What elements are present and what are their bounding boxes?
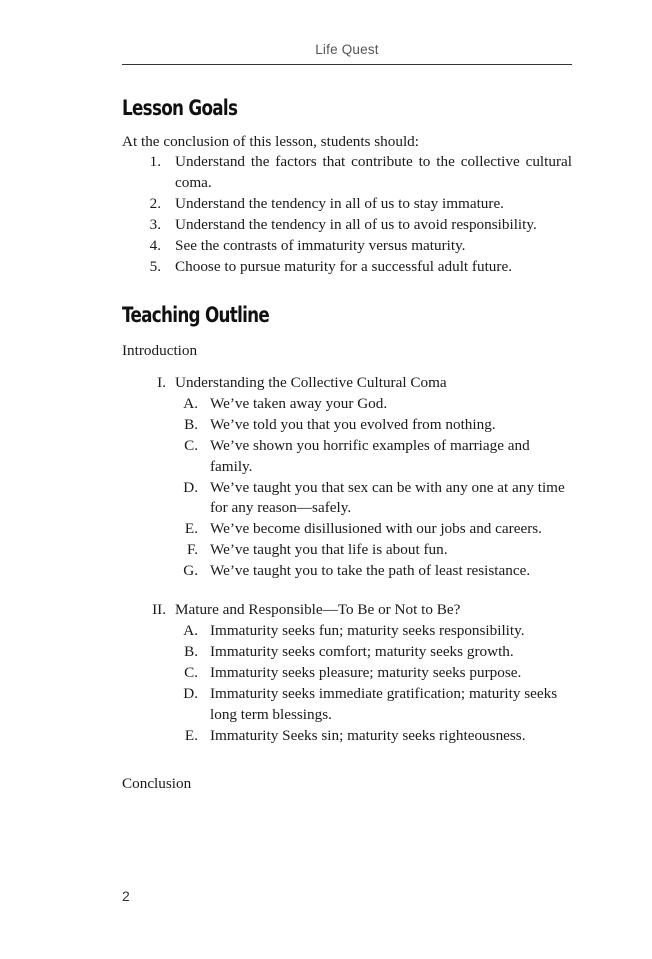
outline-point-marker: D. <box>183 684 198 702</box>
running-head: Life Quest <box>315 42 379 57</box>
outline-point-marker: A. <box>183 394 198 412</box>
teaching-outline-heading: Teaching Outline <box>122 303 270 327</box>
outline-point-text: We’ve told you that you evolved from nothing. <box>210 415 496 433</box>
outline-point <box>122 394 572 415</box>
lesson-goal-marker: 2. <box>149 194 161 212</box>
teaching-outline-list <box>122 373 572 746</box>
outline-point <box>122 726 572 747</box>
outline-point-list <box>122 621 572 746</box>
outline-point-text: Immaturity seeks immediate gratification; maturity seeks long term blessings. <box>210 684 558 723</box>
outline-point <box>122 519 572 540</box>
lesson-goal-marker: 1. <box>149 153 161 170</box>
outline-point <box>122 684 572 726</box>
outline-section-marker: I. <box>157 374 166 391</box>
outline-point <box>122 642 572 663</box>
lesson-goal-item <box>122 215 572 236</box>
outline-point <box>122 561 572 582</box>
outline-point-text: We’ve shown you horrific examples of marriage and family. <box>210 436 530 475</box>
outline-section-heading <box>122 600 572 621</box>
outline-point <box>122 415 572 436</box>
lesson-goals-heading: Lesson Goals <box>122 96 238 120</box>
outline-point-marker: G. <box>183 562 198 580</box>
outline-section-marker: II. <box>152 601 166 619</box>
lesson-goal-text: Choose to pursue maturity for a successful adult future. <box>175 257 512 275</box>
conclusion-label: Conclusion <box>122 775 192 792</box>
outline-point-marker: F. <box>186 541 198 559</box>
outline-point-text: We’ve become disillusioned with our jobs and careers. <box>210 520 542 538</box>
lesson-goal-item <box>122 152 572 194</box>
lesson-goals-list <box>122 152 572 277</box>
lesson-goal-text: Understand the tendency in all of us to avoid responsibility. <box>175 215 537 233</box>
outline-section-heading <box>122 373 572 394</box>
outline-point-marker: E. <box>184 726 198 744</box>
outline-point-text: We’ve taught you that sex can be with any one at any time for any reason—safely. <box>210 478 565 517</box>
lesson-goal-item <box>122 236 572 257</box>
lesson-goal-text: See the contrasts of immaturity versus maturity. <box>175 236 466 254</box>
outline-point-text: Immaturity seeks comfort; maturity seeks growth. <box>210 642 514 660</box>
lesson-goal-marker: 5. <box>149 257 161 275</box>
lesson-goal-marker: 3. <box>149 215 161 233</box>
lesson-goal-item <box>122 194 572 215</box>
outline-point <box>122 436 572 478</box>
lesson-goal-text: Understand the factors that contribute to the collective cultural coma. <box>175 153 572 191</box>
outline-point <box>122 540 572 561</box>
outline-point-marker: A. <box>183 621 198 639</box>
outline-point <box>122 663 572 684</box>
outline-point <box>122 621 572 642</box>
outline-point-text: Immaturity seeks fun; maturity seeks responsibility. <box>210 621 525 639</box>
outline-point-marker: E. <box>184 520 198 538</box>
header-rule <box>122 64 572 65</box>
outline-section <box>122 373 572 582</box>
outline-point-text: Immaturity seeks pleasure; maturity seeks purpose. <box>210 663 522 681</box>
outline-point-text: We’ve taken away your God. <box>210 394 388 412</box>
outline-section-title: Mature and Responsible—To Be or Not to Be? <box>175 601 461 619</box>
lesson-goal-item <box>122 257 572 278</box>
outline-point-marker: B. <box>184 642 198 660</box>
lesson-goal-marker: 4. <box>149 236 161 254</box>
outline-point-marker: D. <box>183 478 198 496</box>
page-number: 2 <box>122 888 130 904</box>
outline-point-marker: B. <box>184 415 198 433</box>
outline-section <box>122 600 572 746</box>
outline-point-marker: C. <box>184 663 198 681</box>
lesson-goal-text: Understand the tendency in all of us to stay immature. <box>175 194 504 212</box>
introduction-label: Introduction <box>122 342 198 359</box>
outline-section-title: Understanding the Collective Cultural Coma <box>175 374 447 391</box>
outline-point-text: We’ve taught you that life is about fun. <box>210 541 448 559</box>
outline-point-text: Immaturity Seeks sin; maturity seeks righteousness. <box>210 726 526 744</box>
outline-point-marker: C. <box>184 436 198 454</box>
outline-point-list <box>122 394 572 582</box>
outline-point-text: We’ve taught you to take the path of least resistance. <box>210 562 531 580</box>
outline-point <box>122 478 572 520</box>
lesson-goals-intro: At the conclusion of this lesson, students should: <box>122 133 419 150</box>
